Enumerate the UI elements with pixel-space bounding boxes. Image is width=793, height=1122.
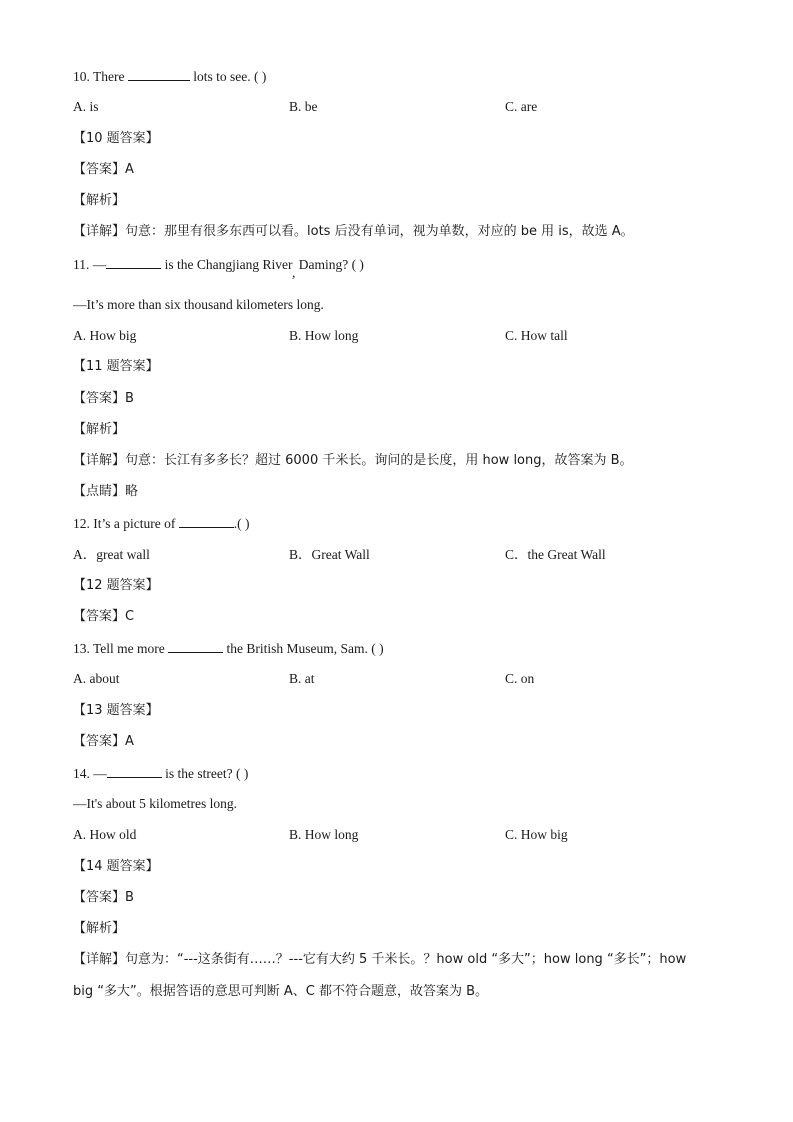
question-14-detail-line-1: 【详解】句意为：“---这条街有……？---它有大约 5 千米长。？how old “多大”；how long “多长”；how	[73, 952, 687, 967]
question-11-note: 【点睛】略	[73, 484, 139, 499]
stem-text: 10. There	[73, 69, 128, 84]
answer-blank	[128, 66, 190, 81]
question-14-options	[73, 825, 733, 845]
option-a: A. about	[73, 671, 120, 686]
question-10-detail: 【详解】句意：那里有很多东西可以看。lots 后没有单词，视为单数，对应的 be 用 is，故选 A。	[73, 224, 634, 239]
stem-text: is the street? ( )	[161, 766, 249, 781]
question-14-detail-line-2: big “多大”。根据答语的意思可判断 A、C 都不符合题意，故答案为 B。	[73, 984, 489, 999]
stem-text: lots to see. ( )	[189, 69, 267, 84]
stem-text: 11. —	[73, 257, 107, 272]
question-12-answer: 【答案】C	[73, 609, 135, 624]
answer-blank	[168, 638, 223, 653]
stem-text: 13. Tell me more	[73, 641, 169, 656]
question-10-answer: 【答案】A	[73, 162, 134, 177]
option-b: B. How long	[289, 328, 359, 343]
option-c: C. are	[505, 99, 538, 114]
option-a: A. is	[73, 99, 99, 114]
question-14-reply: —It's about 5 kilometres long.	[73, 796, 238, 811]
stem-text: Daming? ( )	[295, 257, 364, 272]
question-10-analysis: 【解析】	[73, 193, 126, 208]
option-c: C. How tall	[505, 328, 568, 343]
option-c: C. on	[505, 671, 535, 686]
question-10-stem	[73, 66, 733, 86]
question-14-answer: 【答案】B	[73, 890, 134, 905]
option-b: B. be	[289, 99, 318, 114]
stem-text: the British Museum, Sam. ( )	[223, 641, 384, 656]
question-10-answer-tag: 【10 题答案】	[73, 131, 159, 146]
question-11-answer-tag: 【11 题答案】	[73, 359, 159, 374]
question-11-stem	[73, 254, 733, 280]
question-12-stem	[73, 513, 733, 533]
stem-comma: ,	[291, 265, 296, 280]
question-11-answer: 【答案】B	[73, 391, 134, 406]
stem-text: 12. It’s a picture of	[73, 516, 179, 531]
question-12-answer-tag: 【12 题答案】	[73, 578, 159, 593]
option-a: A. How big	[73, 328, 137, 343]
option-a: A．great wall	[73, 547, 150, 562]
question-14-analysis: 【解析】	[73, 921, 126, 936]
answer-blank	[106, 254, 161, 269]
option-a: A. How old	[73, 827, 137, 842]
question-13-answer-tag: 【13 题答案】	[73, 703, 159, 718]
stem-text: 14. —	[73, 766, 107, 781]
option-c: C．the Great Wall	[505, 547, 606, 562]
question-11-reply: —It’s more than six thousand kilometers long.	[73, 297, 324, 312]
answer-blank	[179, 513, 234, 528]
stem-text: is the Changjiang River	[161, 257, 292, 272]
question-11-detail: 【详解】句意：长江有多多长？超过 6000 千米长。询问的是长度，用 how long，故答案为 B。	[73, 453, 633, 468]
question-13-stem	[73, 638, 733, 658]
question-13-answer: 【答案】A	[73, 734, 134, 749]
question-10-options	[73, 97, 733, 117]
question-14-stem	[73, 763, 733, 783]
option-c: C. How big	[505, 827, 568, 842]
question-13-options	[73, 669, 733, 689]
question-12-options	[73, 545, 733, 565]
option-b: B. How long	[289, 827, 359, 842]
question-11-analysis: 【解析】	[73, 422, 126, 437]
question-14-answer-tag: 【14 题答案】	[73, 859, 159, 874]
stem-text: .( )	[233, 516, 250, 531]
answer-blank	[107, 763, 162, 778]
option-b: B. at	[289, 671, 315, 686]
question-11-options	[73, 326, 733, 346]
option-b: B．Great Wall	[289, 547, 370, 562]
